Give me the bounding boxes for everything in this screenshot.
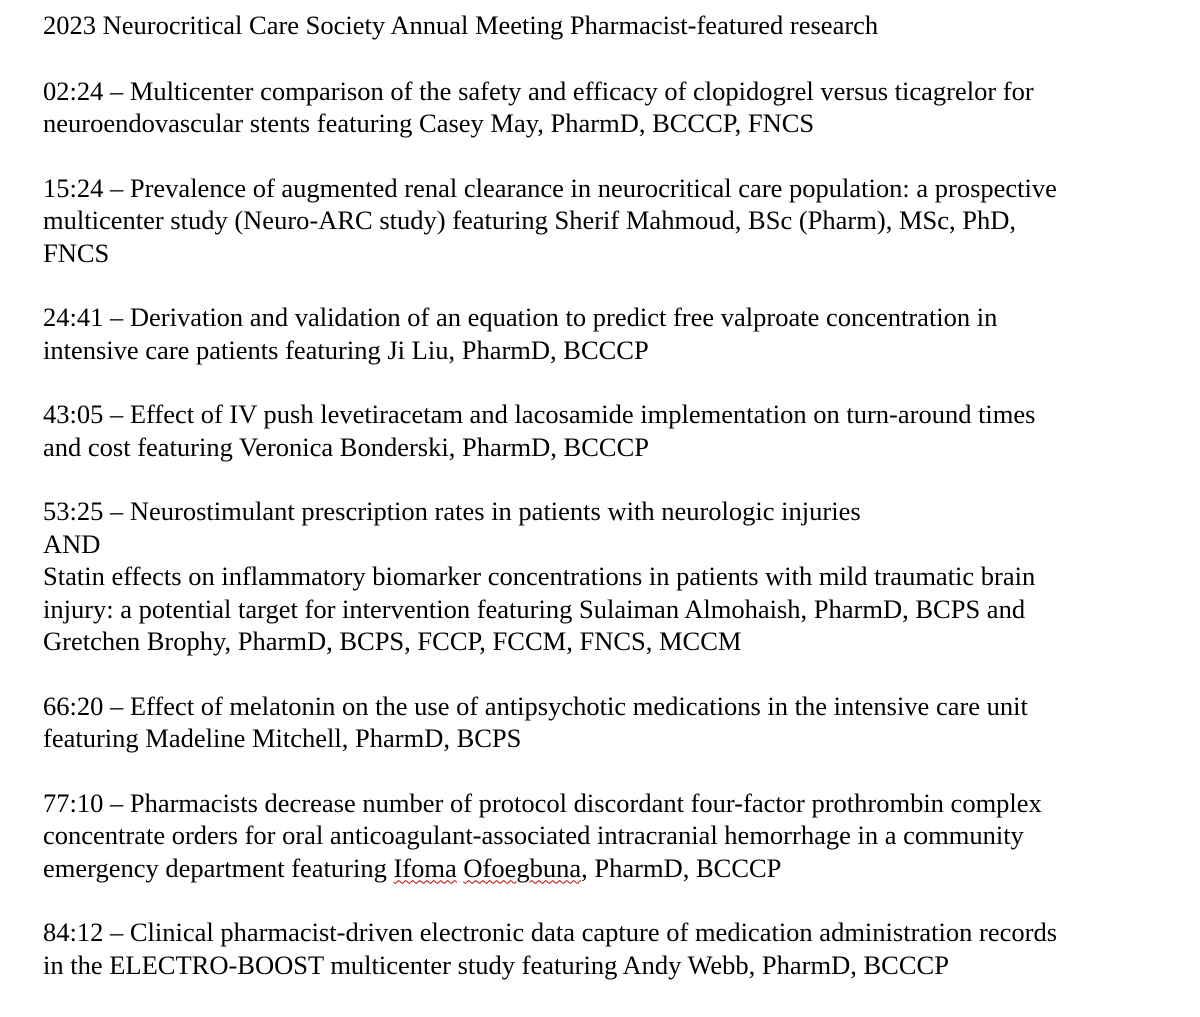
entry-line: 84:12 – Clinical pharmacist-driven electronic data capture of medication administration records bbox=[43, 917, 1058, 947]
entry-line: FNCS bbox=[43, 237, 110, 268]
entry-7710 bbox=[43, 787, 1193, 885]
entry-8412 bbox=[43, 916, 1193, 981]
spellcheck-flagged-word[interactable]: Ifoma bbox=[393, 852, 457, 883]
entry-line: concentrate orders for oral anticoagulant-associated intracranial hemorrhage in a community bbox=[43, 820, 1024, 850]
entry-line: 02:24 – Multicenter comparison of the safety and efficacy of clopidogrel versus ticagrelor for bbox=[43, 75, 1034, 106]
entry-line: multicenter study (Neuro-ARC study) featuring Sherif Mahmoud, BSc (Pharm), MSc, PhD, bbox=[43, 205, 1017, 235]
entry-5325 bbox=[43, 495, 1193, 658]
entry-line: 15:24 – Prevalence of augmented renal clearance in neurocritical care population: a prospective bbox=[43, 172, 1057, 203]
entry-line: Gretchen Brophy, PharmD, BCPS, FCCP, FCCM, FNCS, MCCM bbox=[43, 626, 742, 656]
entry-0224 bbox=[43, 75, 1193, 140]
entry-6620 bbox=[43, 690, 1193, 755]
entry-line: 66:20 – Effect of melatonin on the use of antipsychotic medications in the intensive care unit bbox=[43, 690, 1028, 721]
entry-line: featuring Madeline Mitchell, PharmD, BCPS bbox=[43, 723, 522, 753]
entry-line: 43:05 – Effect of IV push levetiracetam and lacosamide implementation on turn-around times bbox=[43, 399, 1036, 429]
entry-line: Statin effects on inflammatory biomarker concentrations in patients with mild traumatic brain bbox=[43, 561, 1036, 591]
entry-text: , PharmD, BCCCP bbox=[581, 852, 782, 883]
entry-line: 77:10 – Pharmacists decrease number of protocol discordant four-factor prothrombin complex bbox=[43, 787, 1042, 818]
entry-1524 bbox=[43, 172, 1193, 270]
spellcheck-flagged-word[interactable]: Ofoegbuna bbox=[463, 852, 582, 883]
entry-text: emergency department featuring bbox=[43, 852, 394, 883]
entry-line: neuroendovascular stents featuring Casey May, PharmD, BCCCP, FNCS bbox=[43, 108, 815, 138]
entry-line: 53:25 – Neurostimulant prescription rates in patients with neurologic injuries bbox=[43, 496, 861, 526]
entry-line: intensive care patients featuring Ji Liu, PharmD, BCCCP bbox=[43, 334, 649, 365]
entry-line: injury: a potential target for intervention featuring Sulaiman Almohaish, PharmD, BCPS and bbox=[43, 593, 1026, 624]
entry-line: in the ELECTRO-BOOST multicenter study featuring Andy Webb, PharmD, BCCCP bbox=[43, 949, 949, 980]
title-line: 2023 Neurocritical Care Society Annual Meeting Pharmacist-featured research bbox=[43, 10, 879, 40]
entry-line: 24:41 – Derivation and validation of an equation to predict free valproate concentration in bbox=[43, 302, 998, 332]
entry-line: AND bbox=[43, 528, 101, 559]
entry-line: and cost featuring Veronica Bonderski, PharmD, BCCCP bbox=[43, 431, 649, 462]
document-title bbox=[43, 9, 1193, 42]
document-page bbox=[43, 9, 1193, 1013]
entry-4305 bbox=[43, 398, 1193, 463]
entry-line-with-spellcheck bbox=[43, 852, 1193, 885]
entry-2441 bbox=[43, 301, 1193, 366]
